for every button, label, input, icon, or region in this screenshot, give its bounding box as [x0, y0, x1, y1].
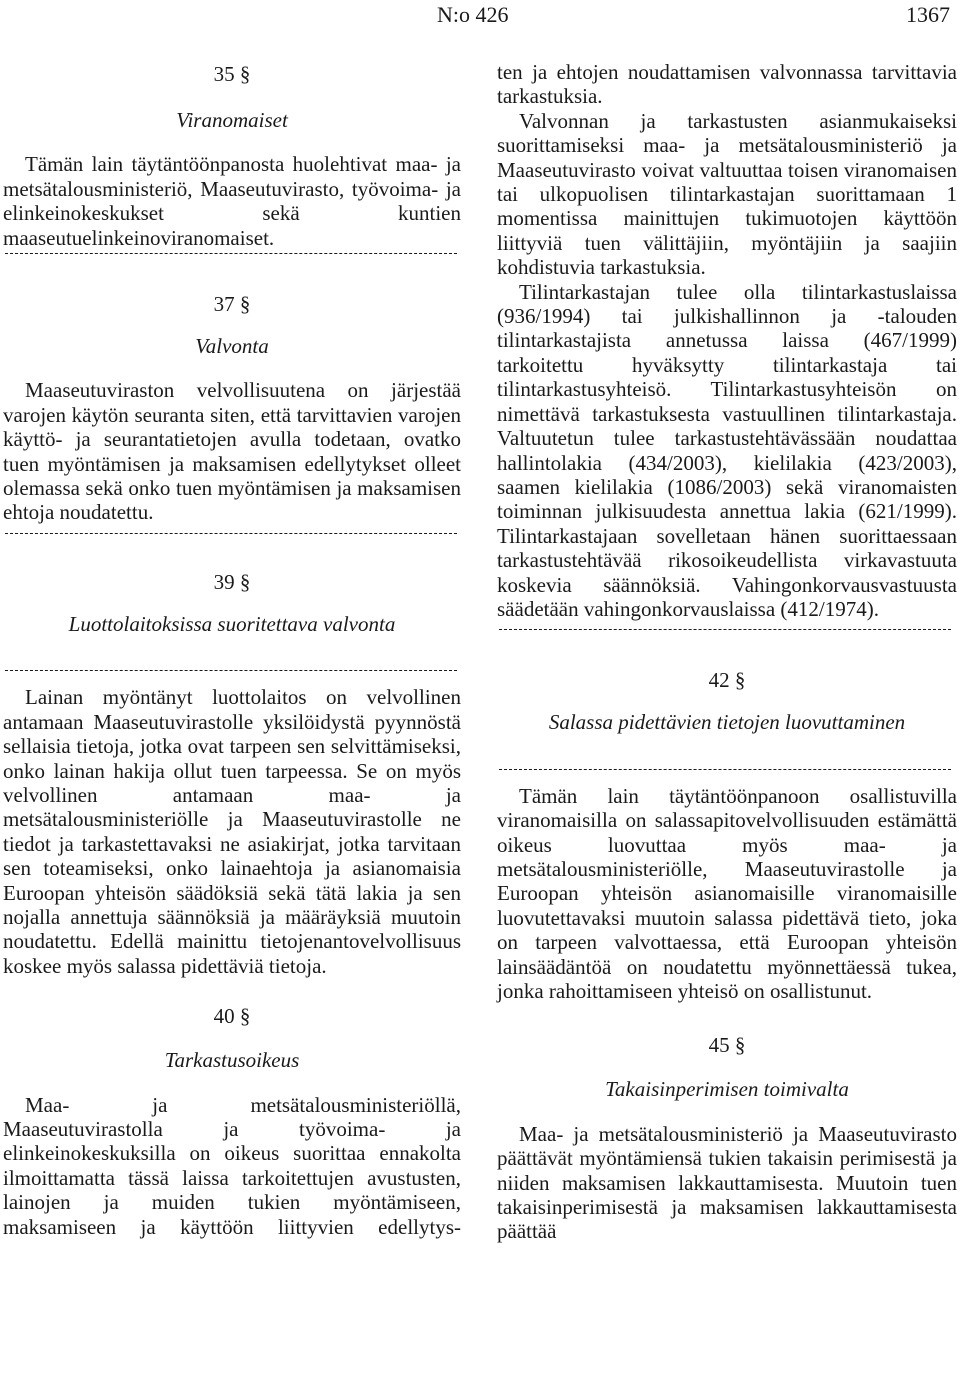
- section-text: Maa- ja metsätalousministeriöllä, Maaseutuvirastolla ja työvoima- ja elinkeinokeskuksilla on oikeus suorittaa ennakolta ilmoittamatta tässä laissa tarkoitettujen avustusten, lainojen ja muiden tukien myöntämiseen, maksamiseen ja käyttöön liittyvien edellytys-: [3, 1092, 461, 1239]
- section-37: [3, 290, 461, 525]
- right-column: [497, 60, 957, 1244]
- omission-rule: [499, 769, 951, 770]
- section-text: Lainan myöntänyt luottolaitos on velvollinen antamaan Maaseutuvirastolle yksilöidystä pyynnöstä sellaisia tietoja, jotka ovat tarpeen sen selvittämiseksi, onko lainan hakija ollut tuen tarpeessa. Se on myös velvollinen antamaan maa- ja metsätalousministeriölle ja Maaseutuvirastolle ne tiedot ja tarkastettavaksi ne asiakirjat, jotka tarvitaan sen toteamiseksi, onko lainaehtoja ja asianomaisia Euroopan yhteisön säädöksiä sekä tätä lakia ja sen nojalla annettuja säännöksiä ja määräyksiä muutoin noudatettu. Edellä mainittu tietojenantovelvollisuus koskee myös salassa pidettäviä tietoja.: [3, 685, 461, 978]
- left-column: [3, 60, 461, 1239]
- section-title: Tarkastusoikeus: [164, 1048, 300, 1073]
- section-45: [497, 1031, 957, 1243]
- section-text: Tämän lain täytäntöönpanosta huolehtivat maa- ja metsätalousministeriö, Maaseutuvirasto, työvoima- ja elinkeinokeskukset sekä kuntien maaseutuelinkeinoviranomaiset.: [3, 152, 461, 250]
- section-title: Viranomaiset: [176, 108, 288, 132]
- section-text: Maaseutuviraston velvollisuutena on järjestää varojen käytön seuranta siten, että tarvittavien varojen käyttö- ja seurantatietojen avulla todetaan, ovatko tuen myöntämisen ja maksamisen edellytykset olleet olemassa sekä onko tuen myöntämisen ja maksamisen ehtoja noudatettu.: [3, 378, 461, 525]
- section-title: Takaisinperimisen toimivalta: [605, 1077, 849, 1102]
- paragraph: Tilintarkastajan tulee olla tilintarkastuslaissa (936/1994) tai julkishallinnon ja -talouden tilintarkastajista annetussa laissa (467/1999) tarkoitettu hyväksytty tilintarkastaja tai tilintarkastusyhteisö. Tilintarkastusyhteisön on nimettävä tarkastuksesta vastuullinen tilintarkastaja. Valtuutetun tulee tarkastustehtävässään noudattaa hallintolakia (434/2003), kielilakia (423/2003), saamen kielilakia (1086/2003) sekä viranomaisten toiminnan julkisuudesta annettua lakia (621/1999). Tilintarkastajaan sovelletaan hänen suorittaessaan tarkastustehtävää rikosoikeudellista virkavastuuta koskevia säännöksiä. Vahingonkorvausvastuusta säädetään vahingonkorvauslaissa (412/1974).: [497, 279, 957, 621]
- section-number: 35 §: [213, 62, 251, 86]
- section-42: [497, 666, 957, 1003]
- section-number: 45 §: [708, 1033, 746, 1058]
- section-title: Salassa pidettävien tietojen luovuttaminen: [548, 710, 906, 735]
- section-39: [3, 568, 461, 978]
- section-35: [3, 60, 461, 250]
- issue-number: N:o 426: [437, 2, 509, 27]
- page-header: [0, 0, 960, 30]
- section-text: Tämän lain täytäntöönpanoon osallistuvilla viranomaisilla on salassapitovelvollisuuden estämättä oikeus luovuttaa myös maa- ja metsätalousministeriölle, Maaseutuvirastolle ja Euroopan yhteisön asianomaisille viranomaisille luovutettavaksi muutoin salassa pidettävä tieto, joka on tarpeen valvottaessa, että Euroopan yhteisön lainsäädäntöä on noudatettu myönnettäessä tukea, jonka rahoittamiseen yhteisö on osallistunut.: [497, 783, 957, 1003]
- omission-rule: [499, 629, 951, 630]
- omission-rule: [5, 253, 457, 254]
- omission-rule: [5, 533, 457, 534]
- continued-text: ten ja ehtojen noudattamisen valvonnassa tarvittavia tarkastuksia.: [497, 60, 957, 109]
- omission-rule: [5, 670, 457, 671]
- section-title: Luottolaitoksissa suoritettava valvonta: [68, 611, 396, 636]
- section-number: 37 §: [213, 292, 251, 317]
- page-number: 1367: [906, 2, 950, 27]
- section-number: 39 §: [213, 569, 251, 594]
- section-text: Maa- ja metsätalousministeriö ja Maaseutuvirasto päättävät myöntämiensä tukien takaisin perimisestä ja niiden maksamisen lakkauttamisesta. Muutoin tuen takaisinperimisestä ja maksamisen lakkauttamisesta päättää: [497, 1121, 957, 1244]
- section-title: Valvonta: [195, 334, 269, 359]
- section-40: [3, 1002, 461, 1239]
- paragraph: Valvonnan ja tarkastusten asianmukaiseksi suorittamiseksi maa- ja metsätalousministeriö ja Maaseutuvirasto voivat valtuuttaa toisen viranomaisen tai ulkopuolisen tilintarkastajan suorittamaan 1 momentissa mainittujen tukimuotojen käyttöön liittyviä tuen välittäjiin, myöntäjiin ja saajiin kohdistuvia tarkastuksia.: [497, 108, 957, 280]
- section-number: 40 §: [213, 1004, 251, 1029]
- section-number: 42 §: [708, 668, 746, 693]
